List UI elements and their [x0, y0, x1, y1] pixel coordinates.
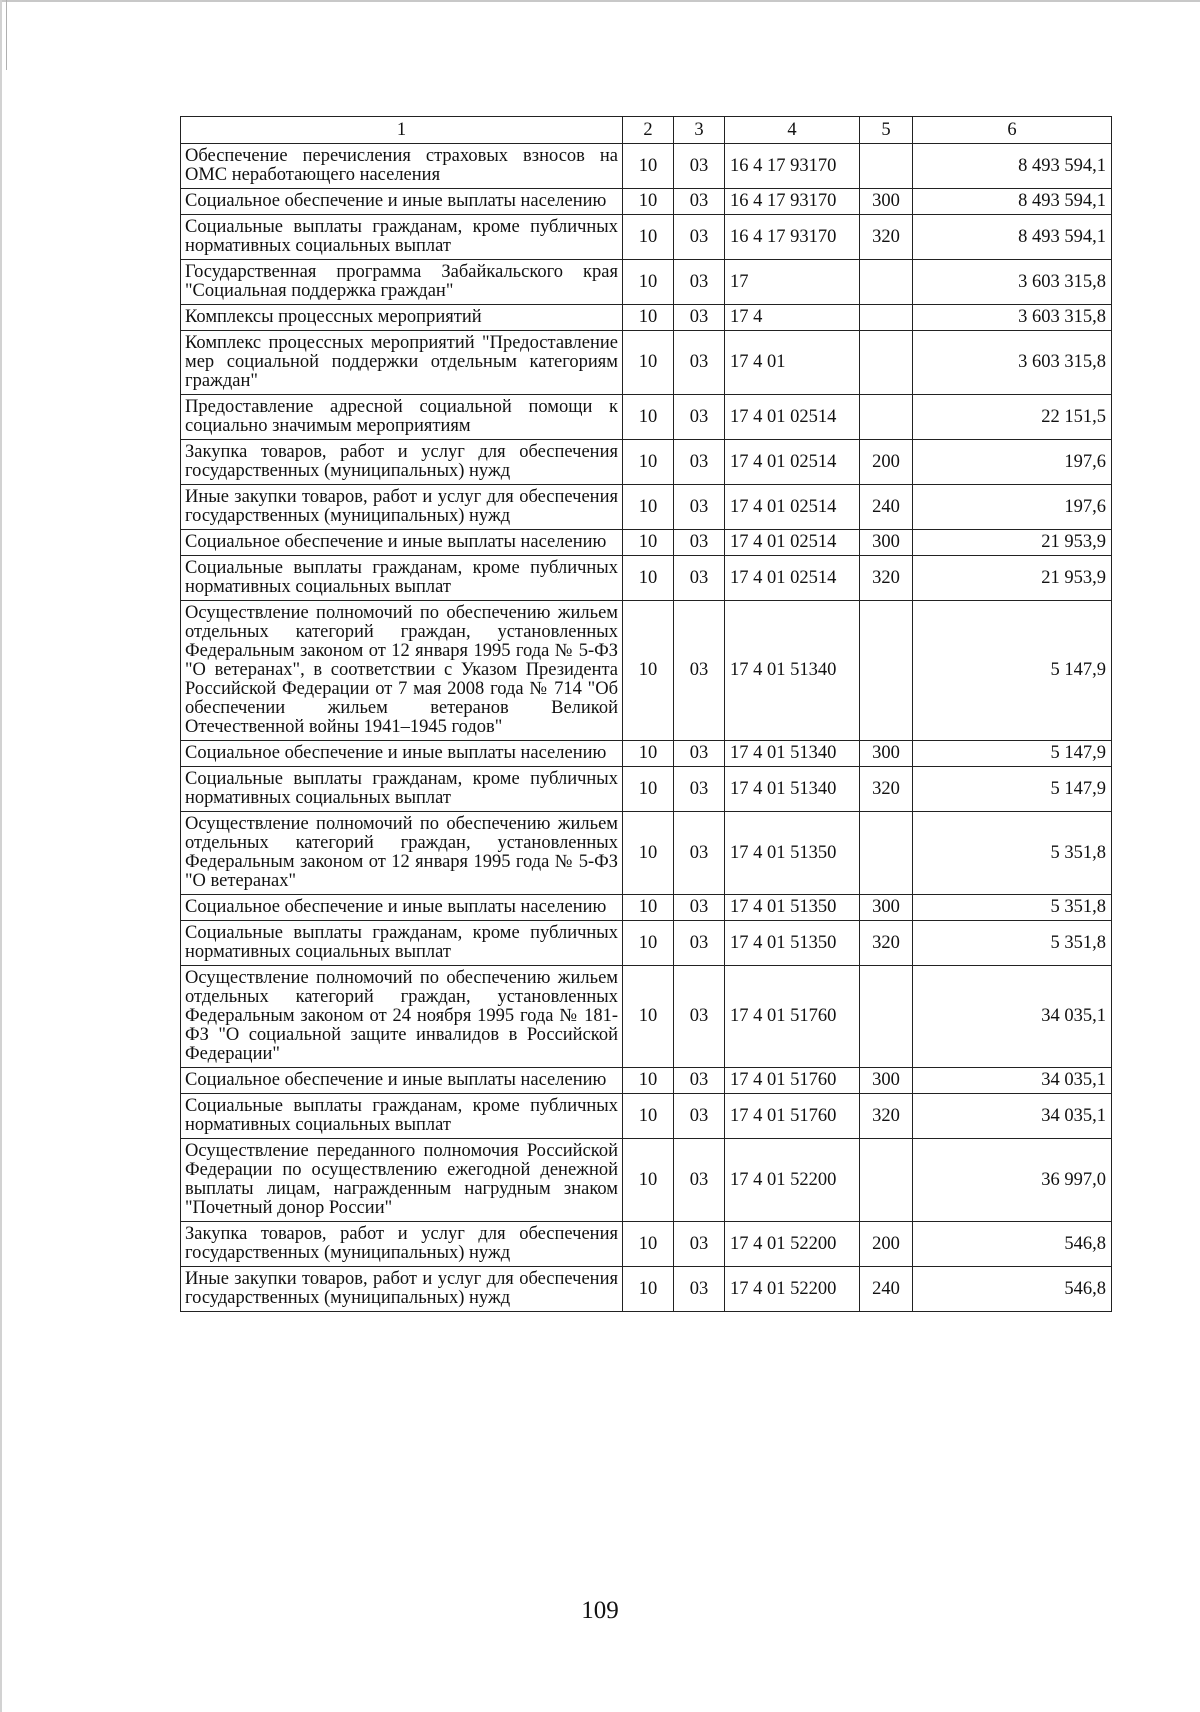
row-subsection: 03 — [674, 305, 725, 331]
table-row — [181, 485, 1112, 530]
row-section: 10 — [623, 144, 674, 189]
row-target-code: 17 4 01 51760 — [725, 966, 860, 1068]
row-target-code: 17 4 01 52200 — [725, 1267, 860, 1312]
row-target-code: 16 4 17 93170 — [725, 144, 860, 189]
row-expense-type — [860, 260, 913, 305]
row-subsection: 03 — [674, 601, 725, 741]
row-target-code: 17 4 01 02514 — [725, 395, 860, 440]
row-target-code: 17 4 — [725, 305, 860, 331]
table-row — [181, 305, 1112, 331]
row-section: 10 — [623, 440, 674, 485]
row-target-code: 17 4 01 51350 — [725, 895, 860, 921]
table-row — [181, 1068, 1112, 1094]
row-expense-type — [860, 305, 913, 331]
table-body — [181, 144, 1112, 1312]
row-target-code: 17 4 01 51340 — [725, 767, 860, 812]
row-expense-type: 320 — [860, 1094, 913, 1139]
row-target-code: 17 4 01 51760 — [725, 1094, 860, 1139]
row-expense-type — [860, 1139, 913, 1222]
row-amount: 3 603 315,8 — [913, 260, 1112, 305]
scan-edge-top — [0, 0, 1200, 2]
row-amount: 5 147,9 — [913, 767, 1112, 812]
row-subsection: 03 — [674, 260, 725, 305]
row-expense-type — [860, 812, 913, 895]
row-target-code: 16 4 17 93170 — [725, 215, 860, 260]
row-expense-type — [860, 966, 913, 1068]
header-col-4: 4 — [725, 117, 860, 144]
row-expense-type: 300 — [860, 741, 913, 767]
row-target-code: 17 4 01 51350 — [725, 812, 860, 895]
row-name: Социальные выплаты гражданам, кроме публичных нормативных социальных выплат — [181, 215, 623, 260]
table-row — [181, 1267, 1112, 1312]
row-expense-type: 200 — [860, 440, 913, 485]
row-name: Социальные выплаты гражданам, кроме публичных нормативных социальных выплат — [181, 556, 623, 601]
row-section: 10 — [623, 1068, 674, 1094]
row-expense-type: 200 — [860, 1222, 913, 1267]
row-amount: 8 493 594,1 — [913, 189, 1112, 215]
row-subsection: 03 — [674, 895, 725, 921]
row-amount: 8 493 594,1 — [913, 144, 1112, 189]
row-subsection: 03 — [674, 1267, 725, 1312]
row-section: 10 — [623, 767, 674, 812]
row-expense-type — [860, 144, 913, 189]
row-amount: 22 151,5 — [913, 395, 1112, 440]
row-section: 10 — [623, 1094, 674, 1139]
row-target-code: 17 4 01 02514 — [725, 440, 860, 485]
row-name: Осуществление полномочий по обеспечению жильем отдельных категорий граждан, установленных Федеральным законом от 12 января 1995 года № 5-ФЗ "О ветеранах" — [181, 812, 623, 895]
table-row — [181, 189, 1112, 215]
row-target-code: 17 — [725, 260, 860, 305]
row-name: Осуществление полномочий по обеспечению жильем отдельных категорий граждан, установленных Федеральным законом от 12 января 1995 года № 5-ФЗ "О ветеранах", в соответствии с Указом Президента Российской Федерации от 7 мая 2008 года № 714 "Об обеспечении жильем ветеранов Великой Отечественной войны 1941–1945 годов" — [181, 601, 623, 741]
row-name: Осуществление переданного полномочия Российской Федерации по осуществлению ежегодной денежной выплаты лицам, награжденным нагрудным знаком "Почетный донор России" — [181, 1139, 623, 1222]
row-target-code: 17 4 01 51340 — [725, 601, 860, 741]
row-subsection: 03 — [674, 1222, 725, 1267]
table-row — [181, 1094, 1112, 1139]
table-row — [181, 260, 1112, 305]
row-name: Социальное обеспечение и иные выплаты населению — [181, 1068, 623, 1094]
table-row — [181, 144, 1112, 189]
row-section: 10 — [623, 215, 674, 260]
row-section: 10 — [623, 189, 674, 215]
row-section: 10 — [623, 395, 674, 440]
row-subsection: 03 — [674, 331, 725, 395]
row-target-code: 17 4 01 — [725, 331, 860, 395]
row-name: Социальные выплаты гражданам, кроме публичных нормативных социальных выплат — [181, 921, 623, 966]
row-name: Иные закупки товаров, работ и услуг для обеспечения государственных (муниципальных) нужд — [181, 485, 623, 530]
row-expense-type — [860, 395, 913, 440]
table-row — [181, 215, 1112, 260]
table-row — [181, 395, 1112, 440]
row-target-code: 17 4 01 02514 — [725, 556, 860, 601]
table-row — [181, 556, 1112, 601]
row-amount: 34 035,1 — [913, 1094, 1112, 1139]
row-subsection: 03 — [674, 144, 725, 189]
scan-edge-mark — [6, 0, 7, 70]
row-subsection: 03 — [674, 189, 725, 215]
row-expense-type: 320 — [860, 921, 913, 966]
row-section: 10 — [623, 812, 674, 895]
row-name: Осуществление полномочий по обеспечению жильем отдельных категорий граждан, установленных Федеральным законом от 24 ноября 1995 года № 181-ФЗ "О социальной защите инвалидов в Российской Федерации" — [181, 966, 623, 1068]
row-target-code: 16 4 17 93170 — [725, 189, 860, 215]
table-row — [181, 812, 1112, 895]
row-amount: 34 035,1 — [913, 966, 1112, 1068]
header-row — [181, 117, 1112, 144]
row-name: Социальные выплаты гражданам, кроме публичных нормативных социальных выплат — [181, 767, 623, 812]
row-amount: 3 603 315,8 — [913, 305, 1112, 331]
row-amount: 5 351,8 — [913, 812, 1112, 895]
row-section: 10 — [623, 556, 674, 601]
row-amount: 36 997,0 — [913, 1139, 1112, 1222]
header-col-2: 2 — [623, 117, 674, 144]
table-row — [181, 1139, 1112, 1222]
table-row — [181, 530, 1112, 556]
row-name: Социальное обеспечение и иные выплаты населению — [181, 530, 623, 556]
row-section: 10 — [623, 1222, 674, 1267]
row-name: Социальное обеспечение и иные выплаты населению — [181, 741, 623, 767]
row-subsection: 03 — [674, 395, 725, 440]
row-subsection: 03 — [674, 215, 725, 260]
table-row — [181, 440, 1112, 485]
row-section: 10 — [623, 895, 674, 921]
row-expense-type: 300 — [860, 189, 913, 215]
header-col-3: 3 — [674, 117, 725, 144]
header-col-6: 6 — [913, 117, 1112, 144]
table-row — [181, 767, 1112, 812]
row-subsection: 03 — [674, 812, 725, 895]
row-name: Социальное обеспечение и иные выплаты населению — [181, 189, 623, 215]
row-amount: 21 953,9 — [913, 556, 1112, 601]
table-row — [181, 601, 1112, 741]
table-row — [181, 331, 1112, 395]
row-amount: 5 351,8 — [913, 921, 1112, 966]
row-expense-type: 320 — [860, 215, 913, 260]
table-row — [181, 921, 1112, 966]
row-section: 10 — [623, 305, 674, 331]
row-section: 10 — [623, 921, 674, 966]
header-col-5: 5 — [860, 117, 913, 144]
row-expense-type — [860, 331, 913, 395]
row-name: Закупка товаров, работ и услуг для обеспечения государственных (муниципальных) нужд — [181, 1222, 623, 1267]
row-target-code: 17 4 01 02514 — [725, 485, 860, 530]
row-name: Социальное обеспечение и иные выплаты населению — [181, 895, 623, 921]
row-amount: 197,6 — [913, 440, 1112, 485]
table-row — [181, 741, 1112, 767]
row-subsection: 03 — [674, 921, 725, 966]
row-expense-type: 240 — [860, 485, 913, 530]
row-subsection: 03 — [674, 1094, 725, 1139]
row-target-code: 17 4 01 02514 — [725, 530, 860, 556]
row-subsection: 03 — [674, 1068, 725, 1094]
header-col-1: 1 — [181, 117, 623, 144]
row-amount: 5 147,9 — [913, 601, 1112, 741]
row-amount: 3 603 315,8 — [913, 331, 1112, 395]
row-amount: 21 953,9 — [913, 530, 1112, 556]
row-expense-type: 300 — [860, 1068, 913, 1094]
table-row — [181, 1222, 1112, 1267]
row-section: 10 — [623, 966, 674, 1068]
row-amount: 546,8 — [913, 1222, 1112, 1267]
row-section: 10 — [623, 530, 674, 556]
row-subsection: 03 — [674, 767, 725, 812]
row-subsection: 03 — [674, 741, 725, 767]
row-expense-type: 320 — [860, 767, 913, 812]
row-section: 10 — [623, 1267, 674, 1312]
row-section: 10 — [623, 1139, 674, 1222]
row-expense-type: 320 — [860, 556, 913, 601]
row-subsection: 03 — [674, 556, 725, 601]
row-expense-type: 300 — [860, 530, 913, 556]
row-name: Закупка товаров, работ и услуг для обеспечения государственных (муниципальных) нужд — [181, 440, 623, 485]
scan-edge-left — [0, 0, 2, 1712]
row-name: Предоставление адресной социальной помощи к социально значимым мероприятиям — [181, 395, 623, 440]
budget-table — [180, 116, 1112, 1312]
row-name: Комплексы процессных мероприятий — [181, 305, 623, 331]
row-subsection: 03 — [674, 1139, 725, 1222]
row-name: Комплекс процессных мероприятий "Предоставление мер социальной поддержки отдельным категориям граждан" — [181, 331, 623, 395]
row-amount: 34 035,1 — [913, 1068, 1112, 1094]
page-number: 109 — [581, 1597, 619, 1624]
row-section: 10 — [623, 331, 674, 395]
row-subsection: 03 — [674, 440, 725, 485]
row-subsection: 03 — [674, 485, 725, 530]
row-amount: 546,8 — [913, 1267, 1112, 1312]
row-expense-type: 240 — [860, 1267, 913, 1312]
row-name: Социальные выплаты гражданам, кроме публичных нормативных социальных выплат — [181, 1094, 623, 1139]
row-name: Иные закупки товаров, работ и услуг для обеспечения государственных (муниципальных) нужд — [181, 1267, 623, 1312]
row-amount: 197,6 — [913, 485, 1112, 530]
row-amount: 5 147,9 — [913, 741, 1112, 767]
row-target-code: 17 4 01 52200 — [725, 1139, 860, 1222]
row-subsection: 03 — [674, 966, 725, 1068]
row-target-code: 17 4 01 51760 — [725, 1068, 860, 1094]
row-subsection: 03 — [674, 530, 725, 556]
row-target-code: 17 4 01 51350 — [725, 921, 860, 966]
row-section: 10 — [623, 601, 674, 741]
row-expense-type — [860, 601, 913, 741]
row-section: 10 — [623, 485, 674, 530]
row-expense-type: 300 — [860, 895, 913, 921]
table-row — [181, 895, 1112, 921]
row-amount: 5 351,8 — [913, 895, 1112, 921]
row-section: 10 — [623, 260, 674, 305]
row-target-code: 17 4 01 51340 — [725, 741, 860, 767]
row-target-code: 17 4 01 52200 — [725, 1222, 860, 1267]
row-section: 10 — [623, 741, 674, 767]
row-name: Обеспечение перечисления страховых взносов на ОМС неработающего населения — [181, 144, 623, 189]
row-name: Государственная программа Забайкальского края "Социальная поддержка граждан" — [181, 260, 623, 305]
table-row — [181, 966, 1112, 1068]
row-amount: 8 493 594,1 — [913, 215, 1112, 260]
